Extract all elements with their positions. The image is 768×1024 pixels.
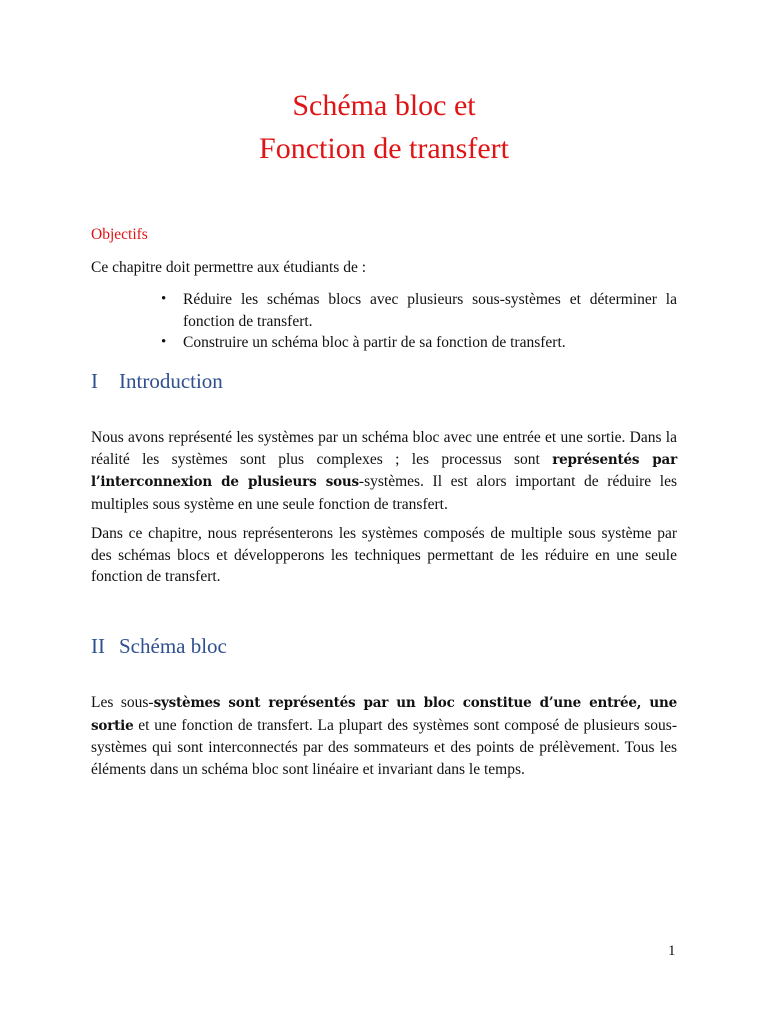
bold-text: représentés par l’interconnexion de plusieurs sous — [91, 451, 677, 490]
objectives-intro: Ce chapitre doit permettre aux étudiants de : — [91, 259, 367, 276]
objective-item-1-text: Réduire les schémas blocs avec plusieurs sous-systèmes et déterminer la fonction de transfert. — [183, 291, 677, 330]
title-line-2: Fonction de transfert — [259, 132, 509, 165]
bullet-icon: • — [161, 334, 167, 350]
section-heading-introduction — [91, 369, 223, 394]
section-heading-schema-bloc — [91, 634, 227, 659]
page-number: 1 — [668, 943, 676, 959]
bullet-icon: • — [161, 291, 167, 307]
objectives-heading: Objectifs — [91, 226, 148, 243]
paragraph-text: Les sous- — [91, 694, 154, 711]
objective-item-2-text: Construire un schéma bloc à partir de sa fonction de transfert. — [183, 334, 566, 351]
section-title: Schéma bloc — [119, 634, 227, 658]
introduction-paragraph-1 — [91, 427, 677, 515]
objective-item-1 — [160, 289, 677, 332]
bold-text: systèmes sont représentés par un bloc constitue d’une entrée, une sortie — [91, 695, 677, 734]
paragraph-text: et une fonction de transfert. La plupart des systèmes sont composé de plusieurs sous-systèmes qui sont interconnectés par des sommateurs et des points de prélèvement. Tous les éléments dans un schéma bloc sont linéaire et invariant dans le temps. — [91, 716, 677, 778]
paragraph-text: Nous avons représenté les systèmes par un schéma bloc avec une entrée et une sortie. Dans la réalité les systèmes sont plus complexes ; les processus sont — [91, 429, 677, 468]
objectives-list — [160, 289, 677, 354]
section-title: Introduction — [119, 369, 223, 393]
title-line-1: Schéma bloc et — [292, 89, 476, 122]
section-number: II — [91, 634, 105, 658]
introduction-paragraph-2: Dans ce chapitre, nous représenterons les systèmes composés de multiple sous système par des schémas blocs et développerons les techniques permettant de les réduire en une seule fonction de transfert. — [91, 525, 677, 585]
schema-bloc-paragraph — [91, 692, 677, 780]
paragraph-text: -systèmes. Il est alors important de réduire les multiples sous système en une seule fonction de transfert. — [91, 473, 677, 513]
objective-item-2 — [160, 332, 677, 354]
section-number: I — [91, 369, 98, 393]
